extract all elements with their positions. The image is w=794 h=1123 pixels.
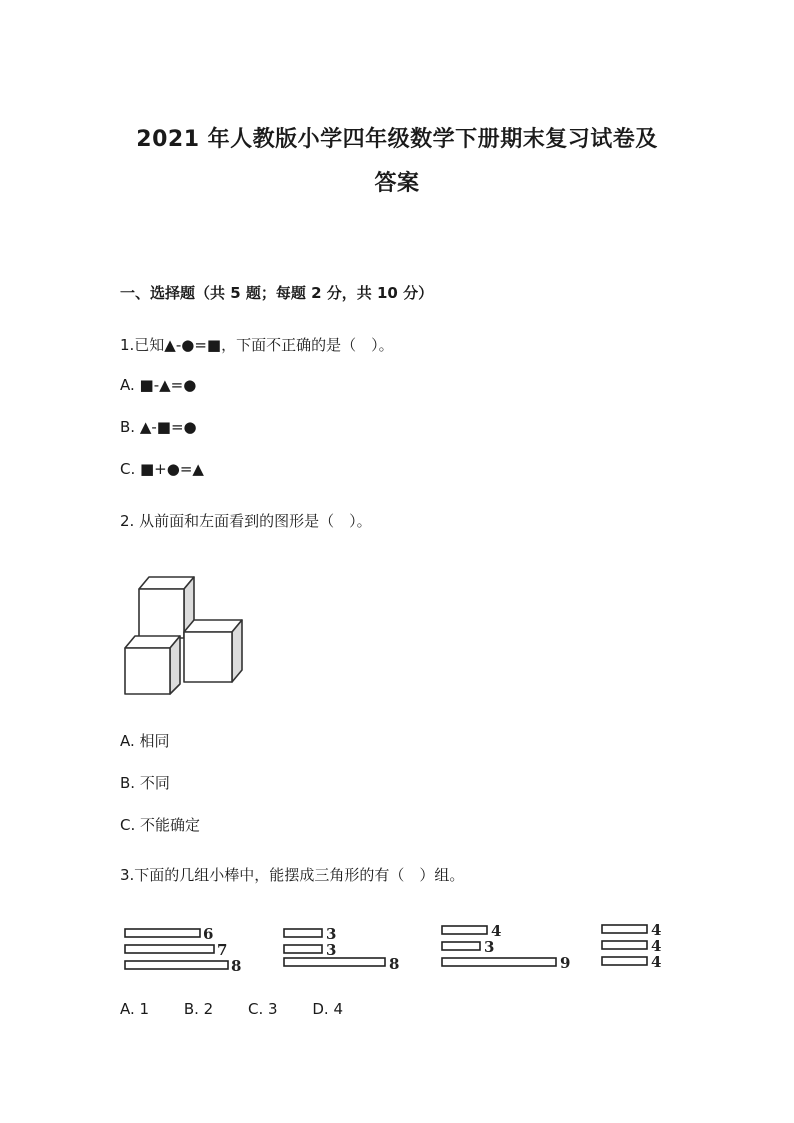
stick-label-g1-1: 6 [203,925,214,943]
question-3-option-b: B. 2 [183,1000,214,1018]
stick-g2-1 [284,929,322,937]
question-2-option-b: B. 不同 [120,774,170,792]
stick-g4-1 [602,925,647,933]
stick-g1-3 [125,961,228,969]
stick-label-g4-1: 4 [651,921,662,939]
stick-g1-2 [125,945,214,953]
doc-title-line1: 2021 年人教版小学四年级数学下册期末复习试卷及 [136,127,658,152]
sticks-figure [118,918,678,980]
right-cube-front-face [184,632,232,682]
stick-g4-2 [602,941,647,949]
stick-g4-3 [602,957,647,965]
stick-label-g4-3: 4 [651,953,662,971]
question-3-option-d: D. 4 [312,1000,343,1018]
stick-g3-1 [442,926,487,934]
stick-label-g2-3: 8 [389,955,400,973]
stick-g3-2 [442,942,480,950]
question-1-stem: 1.已知▲-●=■，下面不正确的是（ ）。 [120,336,394,354]
stick-label-g3-2: 3 [484,938,495,956]
cube-figure [118,568,252,698]
stick-label-g1-2: 7 [217,941,228,959]
question-1-option-b: B. ▲-■=● [120,418,197,436]
stick-g3-3 [442,958,556,966]
question-3-option-a: A. 1 [120,1000,150,1018]
right-cube-side-face [232,620,242,682]
question-2-option-a: A. 相同 [120,732,170,750]
question-2-stem: 2. 从前面和左面看到的图形是（ ）。 [120,512,372,530]
section-heading: 一、选择题（共 5 题；每题 2 分，共 10 分） [120,284,434,302]
left-cube-front-face [125,648,170,694]
stick-g2-3 [284,958,385,966]
stick-label-g3-3: 9 [560,954,571,972]
stick-label-g3-1: 4 [491,922,502,940]
stick-g1-1 [125,929,200,937]
question-3-stem: 3.下面的几组小棒中，能摆成三角形的有（ ）组。 [120,866,465,884]
question-1-option-a: A. ■-▲=● [120,376,197,394]
doc-title-line2: 答案 [374,171,420,196]
stick-g2-2 [284,945,322,953]
question-3-options [120,1000,373,1018]
stick-label-g2-2: 3 [326,941,337,959]
question-1-option-c: C. ■+●=▲ [120,460,204,478]
stick-label-g1-3: 8 [231,957,242,975]
question-3-option-c: C. 3 [248,1000,278,1018]
top-cube-front-face [139,589,184,638]
question-2-option-c: C. 不能确定 [120,816,201,834]
stick-label-g4-2: 4 [651,937,662,955]
stick-label-g2-1: 3 [326,925,337,943]
